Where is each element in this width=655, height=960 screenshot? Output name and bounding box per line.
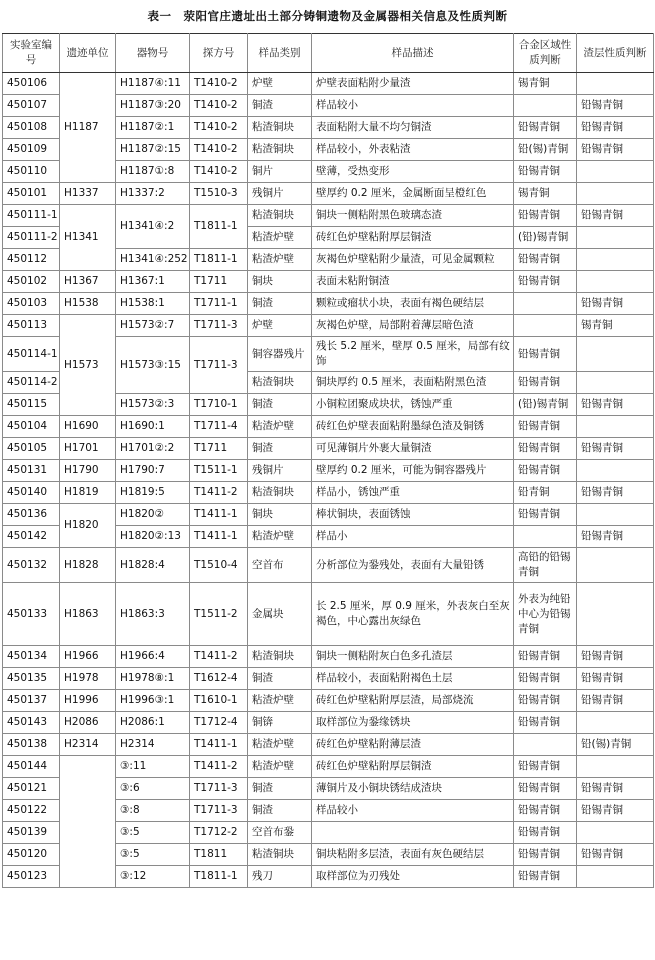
table-row — [3, 460, 654, 482]
description-cell: 小铜粒团聚成块状，锈蚀严重 — [312, 394, 514, 416]
alloy-cell — [514, 95, 577, 117]
table-row — [3, 438, 654, 460]
square-cell: T1811-1 — [190, 866, 248, 888]
description-cell: 表面粘附大量不均匀铜渣 — [312, 117, 514, 139]
category-cell: 炉壁 — [248, 315, 312, 337]
alloy-cell: 铅锡青铜 — [514, 337, 577, 372]
description-cell: 砖红色炉壁粘附薄层渣 — [312, 734, 514, 756]
description-cell: 样品较小，表面粘附褐色土层 — [312, 668, 514, 690]
lab-id-cell: 450104 — [3, 416, 60, 438]
slag-cell: 铅锡青铜 — [577, 668, 654, 690]
description-cell: 样品较小，外表粘渣 — [312, 139, 514, 161]
description-cell: 铜块一侧粘附灰白色多孔渣层 — [312, 646, 514, 668]
square-cell: T1410-2 — [190, 73, 248, 95]
item-cell: ③:12 — [116, 866, 190, 888]
slag-cell: 铅锡青铜 — [577, 778, 654, 800]
table-row — [3, 183, 654, 205]
square-cell: T1712-2 — [190, 822, 248, 844]
alloy-cell — [514, 734, 577, 756]
unit-cell: H1341 — [60, 205, 116, 271]
slag-cell — [577, 460, 654, 482]
description-cell: 样品较小 — [312, 95, 514, 117]
alloy-cell: 铅锡青铜 — [514, 756, 577, 778]
lab-id-cell: 450142 — [3, 526, 60, 548]
category-cell: 残铜片 — [248, 460, 312, 482]
square-cell: T1411-1 — [190, 526, 248, 548]
category-cell: 铜锛 — [248, 712, 312, 734]
item-cell: ③:6 — [116, 778, 190, 800]
lab-id-cell: 450106 — [3, 73, 60, 95]
item-cell: H1701②:2 — [116, 438, 190, 460]
unit-cell: H1828 — [60, 548, 116, 583]
description-cell: 壁薄，受热变形 — [312, 161, 514, 183]
table-row — [3, 583, 654, 646]
description-cell: 灰褐色炉壁，局部附着薄层暗色渣 — [312, 315, 514, 337]
lab-id-cell: 450112 — [3, 249, 60, 271]
item-cell: H1863:3 — [116, 583, 190, 646]
alloy-cell: 铅锡青铜 — [514, 822, 577, 844]
item-cell: H2314 — [116, 734, 190, 756]
item-cell: ③:5 — [116, 844, 190, 866]
item-cell: H1828:4 — [116, 548, 190, 583]
table-row — [3, 668, 654, 690]
header-category: 样品类别 — [248, 34, 312, 73]
category-cell: 粘渣铜块 — [248, 117, 312, 139]
category-cell: 铜容器残片 — [248, 337, 312, 372]
description-cell: 铜块粘附多层渣，表面有灰色硬结层 — [312, 844, 514, 866]
lab-id-cell: 450136 — [3, 504, 60, 526]
category-cell: 铜渣 — [248, 438, 312, 460]
category-cell: 粘渣炉壁 — [248, 249, 312, 271]
lab-id-cell: 450120 — [3, 844, 60, 866]
unit-cell: H1978 — [60, 668, 116, 690]
lab-id-cell: 450114-1 — [3, 337, 60, 372]
item-cell: H1690:1 — [116, 416, 190, 438]
description-cell: 可见薄铜片外裹大量铜渣 — [312, 438, 514, 460]
slag-cell — [577, 504, 654, 526]
square-cell: T1411-2 — [190, 756, 248, 778]
unit-cell: H1863 — [60, 583, 116, 646]
table-title: 表一 荥阳官庄遗址出土部分铸铜遗物及金属器相关信息及性质判断 — [147, 9, 508, 23]
unit-cell: H1337 — [60, 183, 116, 205]
square-cell: T1711-1 — [190, 293, 248, 315]
unit-cell: H1367 — [60, 271, 116, 293]
item-cell: ③:5 — [116, 822, 190, 844]
item-cell: H1573②:7 — [116, 315, 190, 337]
unit-cell: H2314 — [60, 734, 116, 756]
description-cell: 棒状铜块，表面锈蚀 — [312, 504, 514, 526]
alloy-cell — [514, 526, 577, 548]
unit-cell: H1819 — [60, 482, 116, 504]
header-slag: 渣层性质判断 — [577, 34, 654, 73]
lab-id-cell: 450114-2 — [3, 372, 60, 394]
lab-id-cell: 450115 — [3, 394, 60, 416]
lab-id-cell: 450134 — [3, 646, 60, 668]
table-row — [3, 482, 654, 504]
lab-id-cell: 450110 — [3, 161, 60, 183]
unit-cell: H1820 — [60, 504, 116, 548]
category-cell: 粘渣炉壁 — [248, 227, 312, 249]
slag-cell — [577, 183, 654, 205]
category-cell: 铜块 — [248, 271, 312, 293]
alloy-cell: 铅锡青铜 — [514, 844, 577, 866]
category-cell: 粘渣铜块 — [248, 482, 312, 504]
category-cell: 金属块 — [248, 583, 312, 646]
header-alloy: 合金区域性质判断 — [514, 34, 577, 73]
alloy-cell: 锡青铜 — [514, 183, 577, 205]
unit-cell: H1966 — [60, 646, 116, 668]
item-cell: H1573③:15 — [116, 337, 190, 394]
square-cell: T1712-4 — [190, 712, 248, 734]
item-cell: H2086:1 — [116, 712, 190, 734]
category-cell: 铜片 — [248, 161, 312, 183]
item-cell: ③:11 — [116, 756, 190, 778]
alloy-cell: 铅锡青铜 — [514, 249, 577, 271]
alloy-cell: 铅锡青铜 — [514, 460, 577, 482]
description-cell: 颗粒或瘤状小块，表面有褐色硬结层 — [312, 293, 514, 315]
slag-cell — [577, 583, 654, 646]
description-cell: 取样部位为銎缘锈块 — [312, 712, 514, 734]
item-cell: H1367:1 — [116, 271, 190, 293]
unit-cell: H2086 — [60, 712, 116, 734]
description-cell: 砖红色炉壁表面粘附墨绿色渣及铜锈 — [312, 416, 514, 438]
description-cell: 样品小，锈蚀严重 — [312, 482, 514, 504]
category-cell: 铜渣 — [248, 293, 312, 315]
square-cell: T1811-1 — [190, 249, 248, 271]
alloy-cell: 铅锡青铜 — [514, 690, 577, 712]
description-cell: 铜块一侧粘附黑色玻璃态渣 — [312, 205, 514, 227]
item-cell: H1341④:2 — [116, 205, 190, 249]
lab-id-cell: 450123 — [3, 866, 60, 888]
slag-cell — [577, 822, 654, 844]
lab-id-cell: 450105 — [3, 438, 60, 460]
table-row — [3, 205, 654, 227]
slag-cell: 铅(锡)青铜 — [577, 734, 654, 756]
slag-cell — [577, 416, 654, 438]
table-row — [3, 548, 654, 583]
header-description: 样品描述 — [312, 34, 514, 73]
description-cell: 薄铜片及小铜块锈结成渣块 — [312, 778, 514, 800]
lab-id-cell: 450132 — [3, 548, 60, 583]
description-cell: 样品小 — [312, 526, 514, 548]
category-cell: 粘渣炉壁 — [248, 416, 312, 438]
lab-id-cell: 450108 — [3, 117, 60, 139]
description-cell: 铜块厚约 0.5 厘米，表面粘附黑色渣 — [312, 372, 514, 394]
square-cell: T1711 — [190, 438, 248, 460]
square-cell: T1410-2 — [190, 117, 248, 139]
category-cell: 铜渣 — [248, 800, 312, 822]
category-cell: 铜渣 — [248, 778, 312, 800]
slag-cell — [577, 249, 654, 271]
slag-cell: 铅锡青铜 — [577, 438, 654, 460]
alloy-cell: 铅锡青铜 — [514, 778, 577, 800]
alloy-cell — [514, 293, 577, 315]
table-body — [3, 73, 654, 888]
lab-id-cell: 450107 — [3, 95, 60, 117]
lab-id-cell: 450139 — [3, 822, 60, 844]
lab-id-cell: 450137 — [3, 690, 60, 712]
header-row — [3, 34, 654, 73]
category-cell: 粘渣炉壁 — [248, 734, 312, 756]
square-cell: T1510-3 — [190, 183, 248, 205]
unit-cell: H1701 — [60, 438, 116, 460]
alloy-cell: 铅锡青铜 — [514, 504, 577, 526]
square-cell: T1410-2 — [190, 161, 248, 183]
slag-cell: 铅锡青铜 — [577, 646, 654, 668]
header-item: 器物号 — [116, 34, 190, 73]
category-cell: 粘渣铜块 — [248, 372, 312, 394]
category-cell: 空首布 — [248, 548, 312, 583]
description-cell: 壁厚约 0.2 厘米，金属断面呈橙红色 — [312, 183, 514, 205]
description-cell — [312, 822, 514, 844]
header-lab-id: 实验室编号 — [3, 34, 60, 73]
item-cell: H1790:7 — [116, 460, 190, 482]
unit-cell — [60, 756, 116, 888]
alloy-cell: 高铅的铅锡青铜 — [514, 548, 577, 583]
item-cell: H1820② — [116, 504, 190, 526]
lab-id-cell: 450143 — [3, 712, 60, 734]
description-cell: 长 2.5 厘米，厚 0.9 厘米，外表灰白至灰褐色，中心露出灰绿色 — [312, 583, 514, 646]
item-cell: H1978⑧:1 — [116, 668, 190, 690]
table-row — [3, 73, 654, 95]
item-cell: H1573②:3 — [116, 394, 190, 416]
slag-cell — [577, 227, 654, 249]
lab-id-cell: 450111-2 — [3, 227, 60, 249]
table-row — [3, 315, 654, 337]
alloy-cell: 铅(锡)青铜 — [514, 139, 577, 161]
square-cell: T1411-2 — [190, 646, 248, 668]
slag-cell — [577, 712, 654, 734]
category-cell: 残刀 — [248, 866, 312, 888]
square-cell: T1612-4 — [190, 668, 248, 690]
category-cell: 粘渣炉壁 — [248, 756, 312, 778]
slag-cell — [577, 866, 654, 888]
alloy-cell: 铅锡青铜 — [514, 372, 577, 394]
square-cell: T1510-4 — [190, 548, 248, 583]
alloy-cell — [514, 315, 577, 337]
lab-id-cell: 450103 — [3, 293, 60, 315]
slag-cell — [577, 756, 654, 778]
alloy-cell: 铅锡青铜 — [514, 438, 577, 460]
lab-id-cell: 450133 — [3, 583, 60, 646]
unit-cell: H1538 — [60, 293, 116, 315]
lab-id-cell: 450131 — [3, 460, 60, 482]
lab-id-cell: 450122 — [3, 800, 60, 822]
lab-id-cell: 450121 — [3, 778, 60, 800]
alloy-cell: 铅锡青铜 — [514, 205, 577, 227]
alloy-cell: 铅锡青铜 — [514, 161, 577, 183]
item-cell: H1341④:252 — [116, 249, 190, 271]
category-cell: 粘渣炉壁 — [248, 526, 312, 548]
description-cell: 灰褐色炉壁粘附少量渣，可见金属颗粒 — [312, 249, 514, 271]
lab-id-cell: 450140 — [3, 482, 60, 504]
category-cell: 粘渣铜块 — [248, 844, 312, 866]
slag-cell: 铅锡青铜 — [577, 800, 654, 822]
square-cell: T1711-3 — [190, 337, 248, 394]
alloy-cell: 锡青铜 — [514, 73, 577, 95]
slag-cell: 锡青铜 — [577, 315, 654, 337]
lab-id-cell: 450109 — [3, 139, 60, 161]
item-cell: H1820②:13 — [116, 526, 190, 548]
lab-id-cell: 450135 — [3, 668, 60, 690]
slag-cell: 铅锡青铜 — [577, 293, 654, 315]
item-cell: H1187①:8 — [116, 161, 190, 183]
category-cell: 残铜片 — [248, 183, 312, 205]
alloy-cell: 铅锡青铜 — [514, 800, 577, 822]
category-cell: 粘渣铜块 — [248, 646, 312, 668]
description-cell: 炉壁表面粘附少量渣 — [312, 73, 514, 95]
square-cell: T1811 — [190, 844, 248, 866]
slag-cell: 铅锡青铜 — [577, 844, 654, 866]
slag-cell: 铅锡青铜 — [577, 526, 654, 548]
category-cell: 炉壁 — [248, 73, 312, 95]
lab-id-cell: 450102 — [3, 271, 60, 293]
square-cell: T1811-1 — [190, 205, 248, 249]
square-cell: T1711-3 — [190, 778, 248, 800]
item-cell: H1337:2 — [116, 183, 190, 205]
description-cell: 表面未粘附铜渣 — [312, 271, 514, 293]
slag-cell: 铅锡青铜 — [577, 139, 654, 161]
item-cell: H1187③:20 — [116, 95, 190, 117]
description-cell: 砖红色炉壁粘附厚层铜渣 — [312, 227, 514, 249]
item-cell: H1187②:15 — [116, 139, 190, 161]
square-cell: T1511-2 — [190, 583, 248, 646]
alloy-cell: (铅)锡青铜 — [514, 394, 577, 416]
category-cell: 粘渣炉壁 — [248, 690, 312, 712]
square-cell: T1511-1 — [190, 460, 248, 482]
alloy-cell: 铅锡青铜 — [514, 668, 577, 690]
slag-cell: 铅锡青铜 — [577, 394, 654, 416]
slag-cell — [577, 73, 654, 95]
slag-cell: 铅锡青铜 — [577, 690, 654, 712]
item-cell: H1996③:1 — [116, 690, 190, 712]
slag-cell: 铅锡青铜 — [577, 482, 654, 504]
category-cell: 铜渣 — [248, 95, 312, 117]
description-cell: 砖红色炉壁粘附厚层渣，局部烧流 — [312, 690, 514, 712]
header-unit: 遗迹单位 — [60, 34, 116, 73]
slag-cell: 铅锡青铜 — [577, 205, 654, 227]
header-square: 探方号 — [190, 34, 248, 73]
data-table — [2, 33, 654, 888]
table-row — [3, 293, 654, 315]
alloy-cell: 铅锡青铜 — [514, 271, 577, 293]
slag-cell — [577, 548, 654, 583]
category-cell: 铜渣 — [248, 394, 312, 416]
alloy-cell: 铅锡青铜 — [514, 712, 577, 734]
lab-id-cell: 450144 — [3, 756, 60, 778]
description-cell: 分析部位为銎残处，表面有大量铅锈 — [312, 548, 514, 583]
square-cell: T1711 — [190, 271, 248, 293]
category-cell: 空首布銎 — [248, 822, 312, 844]
slag-cell — [577, 372, 654, 394]
slag-cell — [577, 271, 654, 293]
table-row — [3, 712, 654, 734]
lab-id-cell: 450101 — [3, 183, 60, 205]
square-cell: T1710-1 — [190, 394, 248, 416]
item-cell: H1819:5 — [116, 482, 190, 504]
unit-cell: H1690 — [60, 416, 116, 438]
description-cell: 残长 5.2 厘米，壁厚 0.5 厘米，局部有纹饰 — [312, 337, 514, 372]
table-row — [3, 504, 654, 526]
square-cell: T1711-3 — [190, 315, 248, 337]
table-row — [3, 690, 654, 712]
table-row — [3, 756, 654, 778]
item-cell: H1187④:11 — [116, 73, 190, 95]
unit-cell: H1187 — [60, 73, 116, 183]
category-cell: 粘渣铜块 — [248, 205, 312, 227]
lab-id-cell: 450138 — [3, 734, 60, 756]
square-cell: T1410-2 — [190, 95, 248, 117]
lab-id-cell: 450113 — [3, 315, 60, 337]
lab-id-cell: 450111-1 — [3, 205, 60, 227]
category-cell: 铜渣 — [248, 668, 312, 690]
slag-cell — [577, 337, 654, 372]
description-cell: 取样部位为刃残处 — [312, 866, 514, 888]
square-cell: T1711-4 — [190, 416, 248, 438]
square-cell: T1411-1 — [190, 504, 248, 526]
alloy-cell: (铅)锡青铜 — [514, 227, 577, 249]
alloy-cell: 铅锡青铜 — [514, 866, 577, 888]
description-cell: 壁厚约 0.2 厘米，可能为铜容器残片 — [312, 460, 514, 482]
table-row — [3, 271, 654, 293]
category-cell: 粘渣铜块 — [248, 139, 312, 161]
table-row — [3, 646, 654, 668]
item-cell: H1187②:1 — [116, 117, 190, 139]
alloy-cell: 铅锡青铜 — [514, 416, 577, 438]
item-cell: H1966:4 — [116, 646, 190, 668]
alloy-cell: 外表为纯铅中心为铅锡青铜 — [514, 583, 577, 646]
slag-cell: 铅锡青铜 — [577, 117, 654, 139]
item-cell: H1538:1 — [116, 293, 190, 315]
table-row — [3, 734, 654, 756]
slag-cell — [577, 161, 654, 183]
description-cell: 砖红色炉壁粘附厚层铜渣 — [312, 756, 514, 778]
alloy-cell: 铅锡青铜 — [514, 646, 577, 668]
unit-cell: H1573 — [60, 315, 116, 416]
square-cell: T1411-2 — [190, 482, 248, 504]
unit-cell: H1790 — [60, 460, 116, 482]
alloy-cell: 铅青铜 — [514, 482, 577, 504]
unit-cell: H1996 — [60, 690, 116, 712]
square-cell: T1711-3 — [190, 800, 248, 822]
alloy-cell: 铅锡青铜 — [514, 117, 577, 139]
category-cell: 铜块 — [248, 504, 312, 526]
description-cell: 样品较小 — [312, 800, 514, 822]
square-cell: T1610-1 — [190, 690, 248, 712]
table-row — [3, 416, 654, 438]
square-cell: T1410-2 — [190, 139, 248, 161]
slag-cell: 铅锡青铜 — [577, 95, 654, 117]
square-cell: T1411-1 — [190, 734, 248, 756]
item-cell: ③:8 — [116, 800, 190, 822]
